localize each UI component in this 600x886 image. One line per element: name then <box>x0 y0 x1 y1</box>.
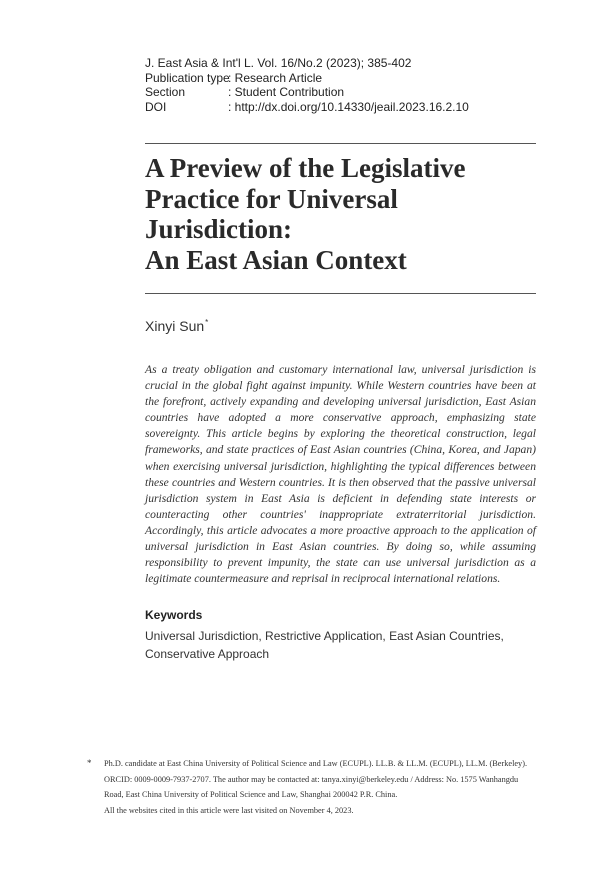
publication-type-value: : Research Article <box>228 70 323 85</box>
title-top-divider <box>145 143 536 144</box>
footnote-note: All the websites cited in this article were last visited on November 4, 2023. <box>104 805 354 815</box>
author-footnote-mark: * <box>205 318 209 327</box>
footnote-text: Ph.D. candidate at East China University of Political Science and Law (ECUPL). LL.B. & LL.M. (ECUPL), LL.M. (Berkeley). ORCID: 0009-0009-7937-2707. The author may be contacted at: tanya.xinyi@berkeley.edu / Address: No. 1575 Wanhangdu Road, East China University of Political Science and Law, Shanghai 200042 P.R. China. <box>104 759 528 799</box>
publication-type-label: Publication type <box>145 70 230 85</box>
author-byline <box>145 318 208 334</box>
keywords-list: Universal Jurisdiction, Restrictive Application, East Asian Countries, Conservative Approach <box>145 629 504 661</box>
section-row <box>145 85 469 100</box>
author-name: Xinyi Sun <box>145 318 205 334</box>
doi-label: DOI <box>145 99 167 114</box>
title-bottom-divider <box>145 293 536 294</box>
title-line: An East Asian Context <box>145 244 407 275</box>
author-footnote <box>104 756 537 818</box>
article-metadata <box>145 56 469 114</box>
publication-type-row <box>145 71 469 86</box>
journal-citation: J. East Asia & Int'l L. Vol. 16/No.2 (2023); 385-402 <box>145 56 412 70</box>
title-line: A Preview of the Legislative <box>145 153 466 183</box>
section-label: Section <box>145 85 186 99</box>
keywords-heading: Keywords <box>145 608 203 622</box>
section-value: : Student Contribution <box>228 85 345 99</box>
footnote-mark: * <box>87 758 92 768</box>
doi-row <box>145 100 469 115</box>
title-line: Practice for Universal <box>145 183 398 214</box>
article-title <box>145 153 545 275</box>
title-line: Jurisdiction: <box>145 214 293 244</box>
doi-value: : http://dx.doi.org/10.14330/jeail.2023.16.2.10 <box>228 99 469 114</box>
abstract: As a treaty obligation and customary international law, universal jurisdiction is crucial in the global fight against impunity. While Western countries have been at the forefront, actively expanding and developing universal jurisdiction, East Asian countries have adopted a more conservative approach, emphasizing state sovereignty. This article begins by exploring the theoretical construction, legal frameworks, and state practices of East Asian countries (China, Korea, and Japan) when exercising universal jurisdiction, highlighting the typical differences between these countries and Western countries. It is then observed that the passive universal jurisdiction system in East Asia is deficient in defending state interests or counteracting other countries' inappropriate extraterritorial jurisdiction. Accordingly, this article advocates a more proactive approach to the application of universal jurisdiction in East Asian countries. By doing so, while assuming responsibility to prevent impunity, the state can use universal jurisdiction as a legitimate countermeasure and reprisal in reciprocal international relations. <box>145 363 536 586</box>
